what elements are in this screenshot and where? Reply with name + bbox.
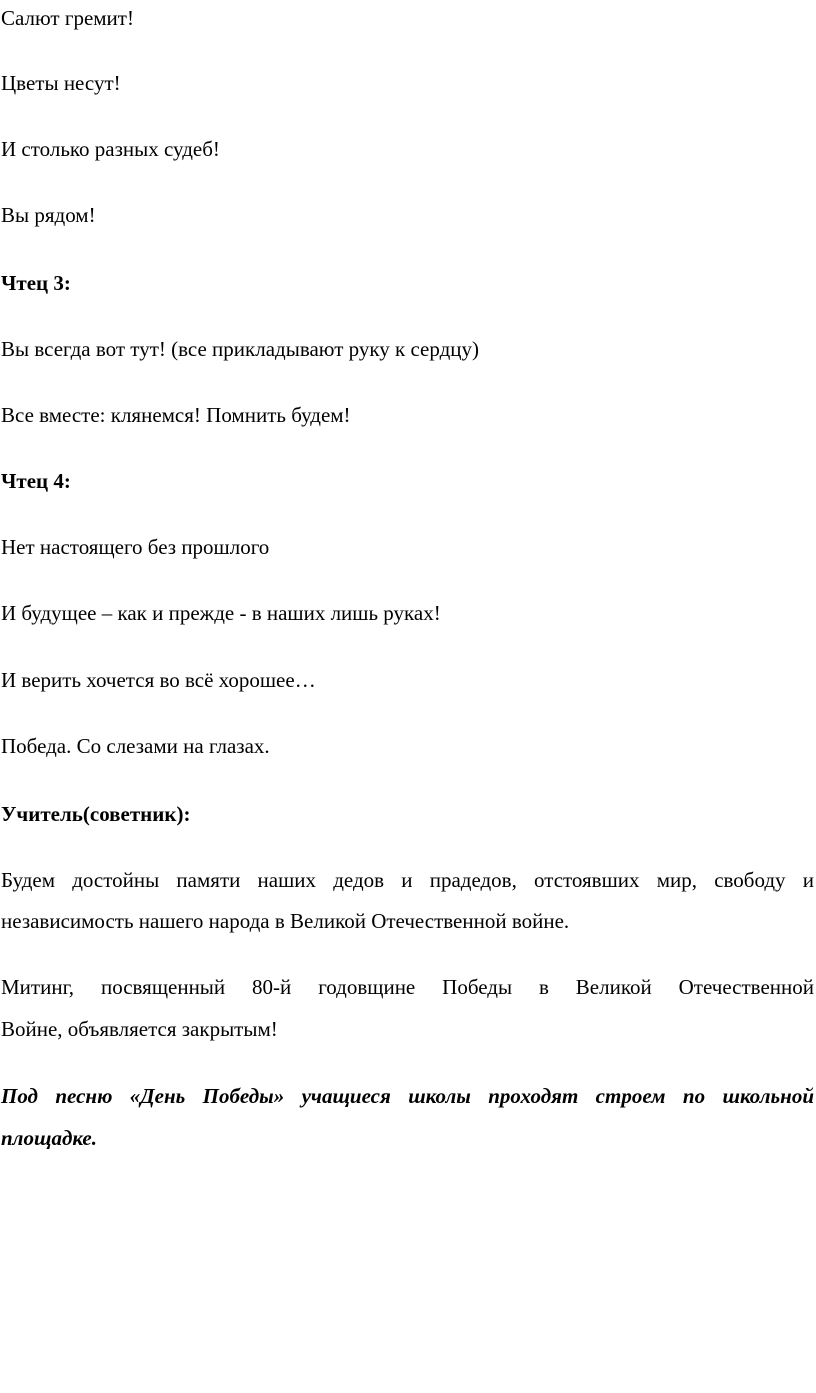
stage-direction: Под песню «День Победы» учащиеся школы проходят строем по школьной [1, 1084, 814, 1108]
speaker-label: Учитель(советник): [1, 802, 191, 826]
verse-line: Цветы несут! [1, 71, 121, 95]
speaker-label: Чтец 4: [1, 469, 71, 493]
speaker-label: Чтец 3: [1, 271, 71, 295]
stage-direction: площадке. [1, 1126, 97, 1150]
paragraph-line: независимость нашего народа в Великой Отечественной войне. [1, 909, 570, 933]
paragraph-line: Будем достойны памяти наших дедов и прадедов, отстоявших мир, свободу и [1, 868, 814, 892]
verse-line: Вы рядом! [1, 203, 96, 227]
verse-line: Нет настоящего без прошлого [1, 535, 270, 559]
verse-line: И столько разных судеб! [1, 137, 220, 161]
verse-line: Победа. Со слезами на глазах. [1, 734, 270, 758]
verse-line: Вы всегда вот тут! (все прикладывают руку к сердцу) [1, 337, 479, 361]
verse-line: И будущее – как и прежде - в наших лишь руках! [1, 601, 441, 625]
paragraph-line: Митинг, посвященный 80-й годовщине Победы в Великой Отечественной [1, 975, 814, 999]
verse-line: Салют гремит! [1, 6, 134, 30]
verse-line: И верить хочется во всё хорошее… [1, 668, 316, 692]
verse-line: Все вместе: клянемся! Помнить будем! [1, 403, 351, 427]
paragraph-line: Войне, объявляется закрытым! [1, 1017, 278, 1041]
